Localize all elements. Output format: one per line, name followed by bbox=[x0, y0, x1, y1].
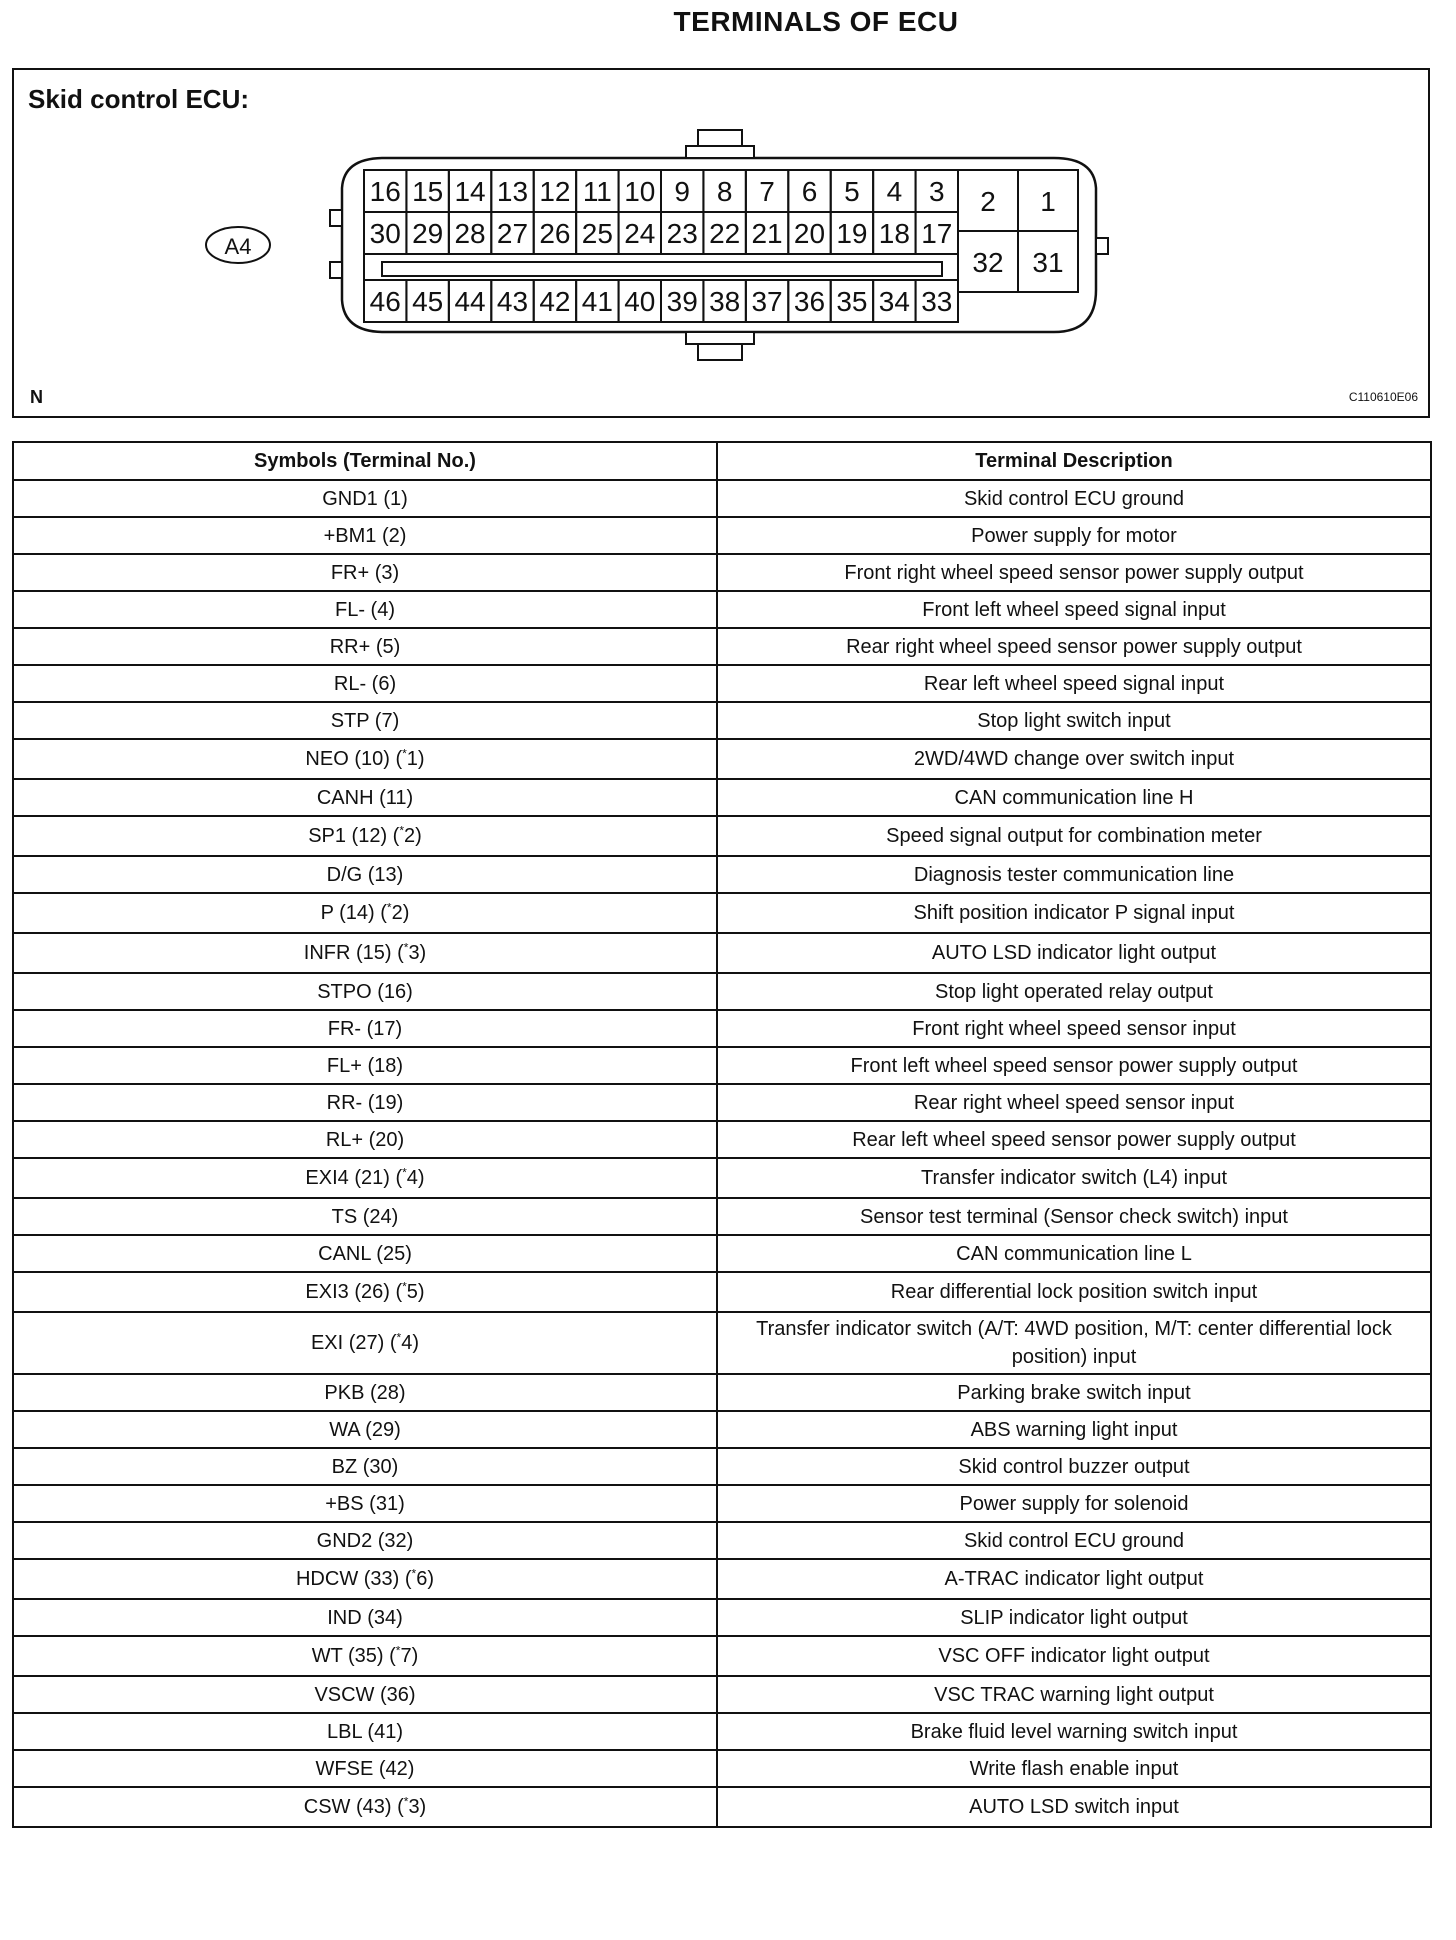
terminal-table-wrap bbox=[12, 441, 1430, 1828]
terminal-description: Rear left wheel speed sensor power supply output bbox=[717, 1121, 1431, 1158]
terminal-symbol-cell bbox=[13, 591, 717, 628]
terminal-description: 2WD/4WD change over switch input bbox=[717, 739, 1431, 779]
terminal-symbol-cell bbox=[13, 1158, 717, 1198]
terminal-symbol: FL- (4) bbox=[335, 598, 395, 621]
large-pin-number: 31 bbox=[1032, 247, 1064, 278]
table-row bbox=[13, 1485, 1431, 1522]
diagram-label: Skid control ECU: bbox=[28, 84, 250, 114]
terminal-symbol-cell bbox=[13, 1272, 717, 1312]
table-row bbox=[13, 1312, 1431, 1374]
terminal-symbol: WFSE (42) bbox=[315, 1757, 415, 1780]
terminal-description: Rear right wheel speed sensor power supply output bbox=[717, 628, 1431, 665]
footnote-asterisk: * bbox=[399, 823, 405, 838]
table-row bbox=[13, 1676, 1431, 1713]
terminal-symbol-cell bbox=[13, 933, 717, 973]
terminal-description: A-TRAC indicator light output bbox=[717, 1559, 1431, 1599]
terminal-symbol: SP1 (12) ( bbox=[308, 825, 400, 847]
left-nub-upper bbox=[330, 210, 342, 226]
pin-number: 27 bbox=[496, 218, 529, 249]
table-row bbox=[13, 702, 1431, 739]
pin-number: 6 bbox=[801, 176, 818, 207]
pin-number: 19 bbox=[836, 218, 868, 249]
table-row bbox=[13, 1235, 1431, 1272]
footnote-asterisk: * bbox=[402, 1279, 407, 1294]
terminal-description: AUTO LSD switch input bbox=[717, 1787, 1431, 1827]
terminal-symbol-cell bbox=[13, 1599, 717, 1636]
table-row bbox=[13, 1636, 1431, 1676]
large-pin-number: 1 bbox=[1040, 186, 1056, 217]
terminal-symbol-cell bbox=[13, 779, 717, 816]
pin-number: 5 bbox=[844, 176, 860, 207]
footnote-asterisk: * bbox=[403, 1794, 409, 1809]
terminal-description: Transfer indicator switch (L4) input bbox=[717, 1158, 1431, 1198]
table-row bbox=[13, 1010, 1431, 1047]
table-row bbox=[13, 628, 1431, 665]
terminal-symbol: FL+ (18) bbox=[326, 1054, 404, 1077]
terminal-description: Skid control ECU ground bbox=[717, 1522, 1431, 1559]
terminal-symbol: STP (7) bbox=[330, 709, 400, 732]
right-nub bbox=[1096, 238, 1108, 254]
terminal-symbol-cell bbox=[13, 1750, 717, 1787]
connector-diagram bbox=[12, 68, 1430, 418]
table-row bbox=[13, 1787, 1431, 1827]
terminal-symbol: RR+ (5) bbox=[329, 635, 401, 658]
terminal-symbol-cell bbox=[13, 480, 717, 517]
footnote-ref: 4) bbox=[401, 1332, 420, 1354]
pin-number: 3 bbox=[928, 176, 945, 207]
terminal-symbol: EXI3 (26) ( bbox=[305, 1281, 403, 1303]
terminal-description: Brake fluid level warning switch input bbox=[717, 1713, 1431, 1750]
terminal-symbol: STPO (16) bbox=[317, 980, 413, 1003]
footnote-ref: 5) bbox=[406, 1281, 425, 1303]
terminal-symbol-cell bbox=[13, 1522, 717, 1559]
pin-number: 20 bbox=[793, 218, 826, 249]
page-title: TERMINALS OF ECU bbox=[673, 6, 959, 37]
terminal-description: Stop light switch input bbox=[717, 702, 1431, 739]
terminal-description: Front right wheel speed sensor power supply output bbox=[717, 554, 1431, 591]
terminal-symbol: GND2 (32) bbox=[316, 1529, 414, 1552]
terminal-symbol-cell bbox=[13, 1312, 717, 1374]
terminal-description: Write flash enable input bbox=[717, 1750, 1431, 1787]
pin-number: 40 bbox=[624, 286, 656, 317]
terminal-symbol-cell bbox=[13, 856, 717, 893]
terminal-description: Skid control buzzer output bbox=[717, 1448, 1431, 1485]
terminal-table bbox=[12, 441, 1432, 1828]
footnote-asterisk: * bbox=[403, 940, 409, 955]
terminal-symbol: +BS (31) bbox=[325, 1492, 405, 1515]
pin-number: 23 bbox=[666, 218, 698, 249]
pin-number: 44 bbox=[454, 286, 486, 317]
table-row bbox=[13, 517, 1431, 554]
terminal-description: Sensor test terminal (Sensor check switch) input bbox=[717, 1198, 1431, 1235]
terminal-description: Rear left wheel speed signal input bbox=[717, 665, 1431, 702]
table-row bbox=[13, 1522, 1431, 1559]
terminal-symbol-cell bbox=[13, 1121, 717, 1158]
large-pin-number: 2 bbox=[980, 186, 996, 217]
pin-number: 37 bbox=[751, 286, 783, 317]
pin-number: 29 bbox=[412, 218, 444, 249]
table-row bbox=[13, 893, 1431, 933]
pin-grid bbox=[364, 170, 1064, 322]
terminal-symbol-cell bbox=[13, 554, 717, 591]
terminal-description: Diagnosis tester communication line bbox=[717, 856, 1431, 893]
pin-number: 24 bbox=[624, 218, 656, 249]
terminal-symbol: INFR (15) ( bbox=[303, 942, 404, 964]
table-row bbox=[13, 1047, 1431, 1084]
pin-number: 22 bbox=[709, 218, 741, 249]
footnote-asterisk: * bbox=[396, 1330, 402, 1345]
table-row bbox=[13, 665, 1431, 702]
terminal-symbol-cell bbox=[13, 628, 717, 665]
terminal-description: Front left wheel speed signal input bbox=[717, 591, 1431, 628]
footnote-asterisk: * bbox=[402, 1165, 407, 1180]
terminal-symbol: CANH (11) bbox=[316, 786, 414, 809]
pin-number: 17 bbox=[921, 218, 953, 249]
footnote-ref: 1) bbox=[406, 748, 425, 770]
pin-number: 36 bbox=[793, 286, 826, 317]
image-code: C110610E06 bbox=[1348, 390, 1418, 404]
pin-number: 11 bbox=[582, 176, 612, 207]
footnote-ref: 4) bbox=[406, 1167, 425, 1189]
pin-number: 14 bbox=[454, 176, 486, 207]
table-row bbox=[13, 1750, 1431, 1787]
terminal-description: Skid control ECU ground bbox=[717, 480, 1431, 517]
pin-number: 39 bbox=[666, 286, 698, 317]
terminal-description: Parking brake switch input bbox=[717, 1374, 1431, 1411]
large-pin-number: 32 bbox=[972, 247, 1004, 278]
table-row bbox=[13, 480, 1431, 517]
key-slot bbox=[382, 262, 942, 276]
terminal-symbol-cell bbox=[13, 893, 717, 933]
table-row bbox=[13, 1198, 1431, 1235]
table-row bbox=[13, 816, 1431, 856]
table-row bbox=[13, 1599, 1431, 1636]
terminal-symbol: IND (34) bbox=[327, 1606, 403, 1629]
terminal-symbol: WA (29) bbox=[329, 1418, 401, 1441]
footnote-asterisk: * bbox=[386, 900, 392, 915]
pin-number: 7 bbox=[759, 176, 775, 207]
terminal-symbol-cell bbox=[13, 1448, 717, 1485]
terminal-symbol-cell bbox=[13, 1713, 717, 1750]
terminal-symbol: GND1 (1) bbox=[322, 487, 408, 510]
terminal-symbol-cell bbox=[13, 1485, 717, 1522]
terminal-symbol: RL- (6) bbox=[333, 672, 397, 695]
terminal-symbol: RR- (19) bbox=[326, 1091, 404, 1114]
terminal-symbol: PKB (28) bbox=[324, 1381, 406, 1404]
terminal-symbol-cell bbox=[13, 1047, 717, 1084]
table-row bbox=[13, 1121, 1431, 1158]
table-row bbox=[13, 779, 1431, 816]
terminal-symbol: TS (24) bbox=[331, 1205, 399, 1228]
pin-number: 12 bbox=[539, 176, 571, 207]
terminal-table-body bbox=[13, 480, 1431, 1827]
terminal-symbol: LBL (41) bbox=[327, 1720, 403, 1743]
table-row bbox=[13, 856, 1431, 893]
terminal-description: SLIP indicator light output bbox=[717, 1599, 1431, 1636]
terminal-description: Front left wheel speed sensor power supply output bbox=[717, 1047, 1431, 1084]
terminal-description: Speed signal output for combination meter bbox=[717, 816, 1431, 856]
terminal-symbol-cell bbox=[13, 973, 717, 1010]
footnote-asterisk: * bbox=[411, 1566, 417, 1581]
terminal-symbol: D/G (13) bbox=[326, 863, 404, 886]
terminal-description: VSC OFF indicator light output bbox=[717, 1636, 1431, 1676]
terminal-description: Stop light operated relay output bbox=[717, 973, 1431, 1010]
pin-number: 30 bbox=[369, 218, 401, 249]
table-row bbox=[13, 973, 1431, 1010]
terminal-symbol-cell bbox=[13, 1559, 717, 1599]
terminal-symbol: FR- (17) bbox=[327, 1017, 403, 1040]
pin-number: 13 bbox=[496, 176, 529, 207]
terminal-description: CAN communication line H bbox=[717, 779, 1431, 816]
pin-number: 26 bbox=[539, 218, 571, 249]
table-row bbox=[13, 1713, 1431, 1750]
pin-number: 4 bbox=[886, 176, 903, 207]
terminal-description: VSC TRAC warning light output bbox=[717, 1676, 1431, 1713]
terminal-symbol: HDCW (33) ( bbox=[295, 1568, 412, 1590]
pin-number: 42 bbox=[539, 286, 571, 317]
terminal-symbol-cell bbox=[13, 517, 717, 554]
footnote-ref: 7) bbox=[400, 1645, 419, 1667]
header-symbols: Symbols (Terminal No.) bbox=[13, 442, 717, 480]
terminal-description: Rear right wheel speed sensor input bbox=[717, 1084, 1431, 1121]
terminal-description: Transfer indicator switch (A/T: 4WD position, M/T: center differential lock position) input bbox=[717, 1312, 1431, 1374]
pin-number: 35 bbox=[836, 286, 868, 317]
table-row bbox=[13, 1374, 1431, 1411]
terminal-symbol-cell bbox=[13, 1235, 717, 1272]
terminal-symbol: EXI4 (21) ( bbox=[305, 1167, 403, 1189]
terminal-description: Front right wheel speed sensor input bbox=[717, 1010, 1431, 1047]
table-row bbox=[13, 1272, 1431, 1312]
table-row bbox=[13, 739, 1431, 779]
terminal-symbol: EXI (27) ( bbox=[310, 1332, 397, 1354]
terminal-symbol-cell bbox=[13, 1374, 717, 1411]
pin-number: 38 bbox=[709, 286, 741, 317]
terminal-symbol: VSCW (36) bbox=[314, 1683, 416, 1706]
terminal-symbol-cell bbox=[13, 1084, 717, 1121]
terminal-symbol-cell bbox=[13, 1411, 717, 1448]
terminal-description: Power supply for motor bbox=[717, 517, 1431, 554]
pin-number: 15 bbox=[412, 176, 444, 207]
footnote-ref: 2) bbox=[404, 825, 422, 847]
terminal-symbol-cell bbox=[13, 816, 717, 856]
table-row bbox=[13, 1559, 1431, 1599]
table-header-row bbox=[13, 442, 1431, 480]
terminal-symbol: CSW (43) ( bbox=[303, 1796, 404, 1818]
pin-number: 34 bbox=[878, 286, 910, 317]
footnote-ref: 6) bbox=[416, 1568, 434, 1590]
corner-mark: N bbox=[30, 387, 43, 407]
pin-number: 21 bbox=[751, 218, 783, 249]
footnote-ref: 2) bbox=[391, 902, 410, 924]
terminal-symbol-cell bbox=[13, 665, 717, 702]
table-row bbox=[13, 591, 1431, 628]
terminal-symbol-cell bbox=[13, 1787, 717, 1827]
terminal-symbol-cell bbox=[13, 739, 717, 779]
terminal-symbol: BZ (30) bbox=[331, 1455, 399, 1478]
footnote-ref: 3) bbox=[408, 1796, 427, 1818]
connector-id-label: A4 bbox=[224, 234, 252, 259]
table-row bbox=[13, 554, 1431, 591]
terminal-symbol: NEO (10) ( bbox=[305, 748, 403, 770]
table-row bbox=[13, 1084, 1431, 1121]
header-description: Terminal Description bbox=[717, 442, 1431, 480]
terminal-symbol-cell bbox=[13, 1010, 717, 1047]
pin-number: 10 bbox=[624, 176, 656, 207]
pin-number: 45 bbox=[412, 286, 444, 317]
terminal-description: Power supply for solenoid bbox=[717, 1485, 1431, 1522]
pin-number: 43 bbox=[496, 286, 529, 317]
terminal-description: CAN communication line L bbox=[717, 1235, 1431, 1272]
terminal-description: Shift position indicator P signal input bbox=[717, 893, 1431, 933]
pin-number: 46 bbox=[369, 286, 401, 317]
terminal-description: ABS warning light input bbox=[717, 1411, 1431, 1448]
pin-number: 28 bbox=[454, 218, 486, 249]
terminal-symbol-cell bbox=[13, 1636, 717, 1676]
terminal-description: AUTO LSD indicator light output bbox=[717, 933, 1431, 973]
terminal-symbol: P (14) ( bbox=[320, 902, 387, 924]
terminal-description: Rear differential lock position switch input bbox=[717, 1272, 1431, 1312]
terminal-symbol: CANL (25) bbox=[318, 1242, 412, 1265]
terminal-symbol-cell bbox=[13, 702, 717, 739]
pin-number: 41 bbox=[581, 286, 613, 317]
pin-number: 9 bbox=[674, 176, 691, 207]
pin-number: 33 bbox=[921, 286, 953, 317]
terminal-symbol-cell bbox=[13, 1676, 717, 1713]
table-row bbox=[13, 1158, 1431, 1198]
terminal-symbol: WT (35) ( bbox=[311, 1645, 396, 1667]
connector-drawing bbox=[14, 70, 1428, 416]
footnote-asterisk: * bbox=[402, 746, 407, 761]
pin-number: 25 bbox=[581, 218, 613, 249]
terminal-symbol-cell bbox=[13, 1198, 717, 1235]
pin-number: 18 bbox=[878, 218, 910, 249]
footnote-asterisk: * bbox=[395, 1643, 401, 1658]
left-nub-lower bbox=[330, 262, 342, 278]
terminal-symbol: +BM1 (2) bbox=[323, 524, 407, 547]
table-row bbox=[13, 933, 1431, 973]
pin-number: 8 bbox=[716, 176, 733, 207]
table-row bbox=[13, 1448, 1431, 1485]
table-row bbox=[13, 1411, 1431, 1448]
footnote-ref: 3) bbox=[408, 942, 427, 964]
terminal-symbol: RL+ (20) bbox=[325, 1128, 405, 1151]
pin-number: 16 bbox=[369, 176, 401, 207]
terminal-symbol: FR+ (3) bbox=[330, 561, 400, 584]
